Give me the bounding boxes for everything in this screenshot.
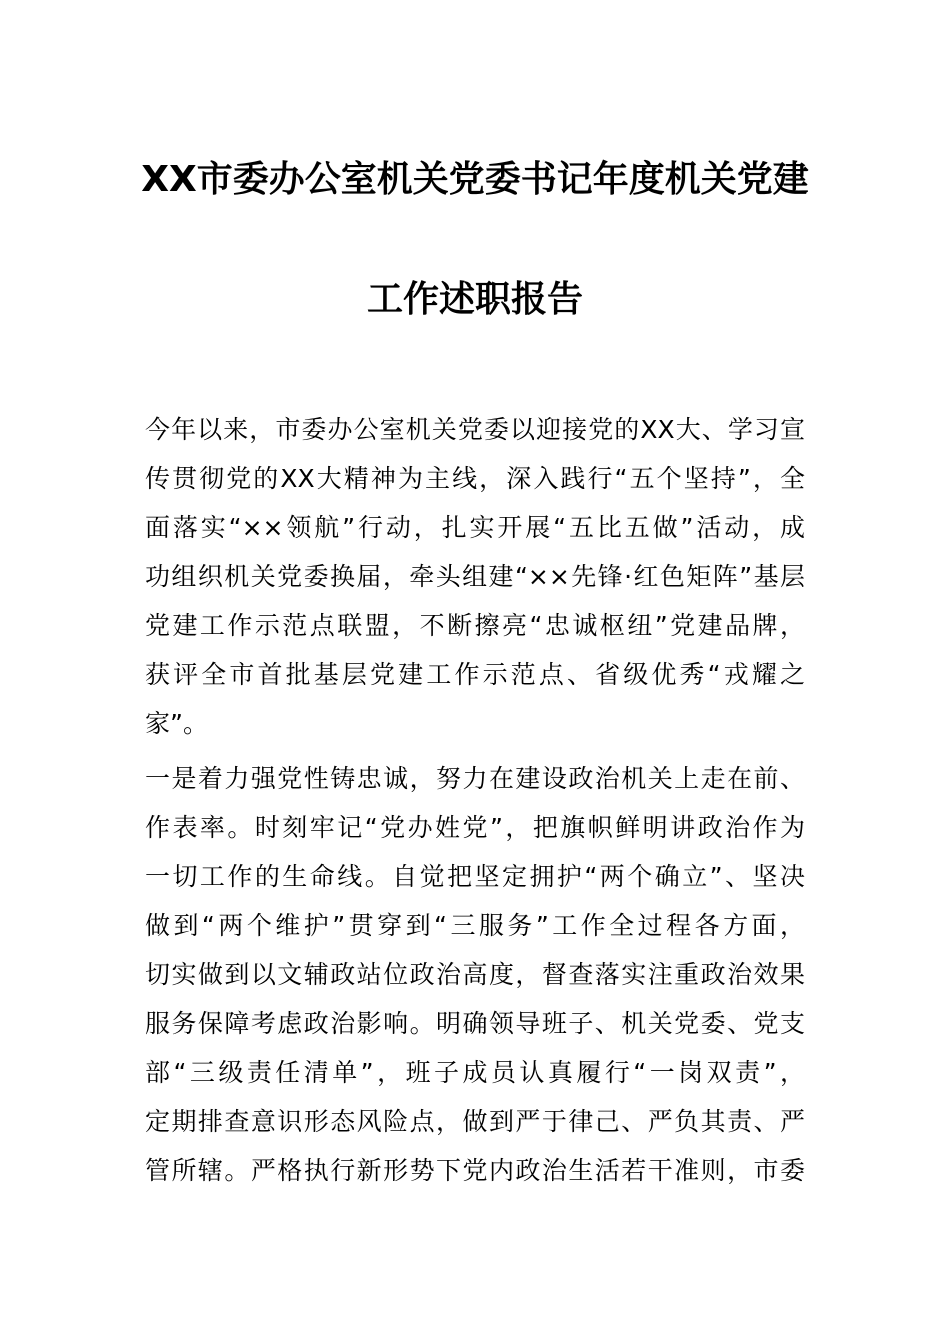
paragraph-line: 功组织机关党委换届，牵头组建“××先锋·红色矩阵”基层 — [145, 562, 805, 591]
paragraph-line: 定期排查意识形态风险点，做到严于律己、严负其责、严 — [145, 1107, 805, 1136]
paragraph-line: 管所辖。严格执行新形势下党内政治生活若干准则，市委 — [145, 1156, 805, 1185]
paragraph-line: 作表率。时刻牢记“党办姓党”，把旗帜鲜明讲政治作为 — [145, 813, 805, 842]
paragraph-line: 面落实“××领航”行动，扎实开展“五比五做”活动，成 — [145, 513, 805, 542]
paragraph-line: 传贯彻党的XX大精神为主线，深入践行“五个坚持”，全 — [145, 464, 805, 493]
paragraph-line: 一是着力强党性铸忠诚，努力在建设政治机关上走在前、 — [145, 764, 805, 793]
document-title-line-1: XX市委办公室机关党委书记年度机关党建 — [141, 159, 809, 200]
paragraph-line: 获评全市首批基层党建工作示范点、省级优秀“戎耀之 — [145, 660, 805, 689]
paragraph-line: 党建工作示范点联盟，不断擦亮“忠诚枢纽”党建品牌， — [145, 611, 805, 640]
paragraph-line: 今年以来，市委办公室机关党委以迎接党的XX大、学习宣 — [145, 415, 805, 444]
paragraph-line: 一切工作的生命线。自觉把坚定拥护“两个确立”、坚决 — [145, 862, 805, 891]
paragraph-line: 家”。 — [145, 709, 208, 738]
paragraph-line: 切实做到以文辅政站位政治高度，督查落实注重政治效果 — [145, 960, 805, 989]
paragraph-line: 做到“两个维护”贯穿到“三服务”工作全过程各方面， — [145, 911, 805, 940]
document-title-line-2: 工作述职报告 — [366, 279, 583, 320]
paragraph-line: 部“三级责任清单”，班子成员认真履行“一岗双责”， — [145, 1058, 805, 1087]
paragraph-line: 服务保障考虑政治影响。明确领导班子、机关党委、党支 — [145, 1009, 805, 1038]
